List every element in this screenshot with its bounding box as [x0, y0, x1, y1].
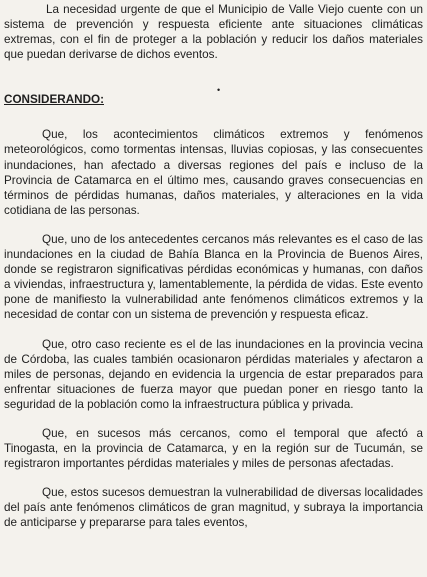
considerando-paragraph-2: Que, uno de los antecedentes cercanos más relevantes es el caso de las inundaciones en la ciudad de Bahía Blanca en la Provincia de Buenos Aires, donde se registraron significativas pérdidas económicas y humanas, con daños a viviendas, infraestructura y, lamentablemente, la pérdida de vidas. Este evento pone de manifiesto la vulnerabilidad ante fenómenos climáticos extremos y la necesidad de contar con un sistema de prevención y respuesta eficaz. — [4, 232, 423, 322]
considerando-paragraph-4: Que, en sucesos más cercanos, como el temporal que afectó a Tinogasta, en la provincia de Catamarca, y en la región sur de Tucumán, se registraron importantes pérdidas materiales y miles de personas afectadas. — [4, 426, 423, 471]
considerando-paragraph-3: Que, otro caso reciente es el de las inundaciones en la provincia vecina de Córdoba, las cuales también ocasionaron pérdidas materiales y afectaron a miles de personas, dejando en evidencia la urgencia de estar preparados para enfrentar situaciones de fuerza mayor que puedan poner en riesgo tanto la seguridad de la población como la infraestructura pública y privada. — [4, 337, 423, 411]
stray-ink-mark: • — [217, 85, 221, 95]
intro-paragraph: La necesidad urgente de que el Municipio de Valle Viejo cuente con un sistema de prevención y respuesta eficiente ante situaciones climáticas extremas, con el fin de proteger a la población y reducir los daños materiales que puedan derivarse de dichos eventos. — [4, 3, 423, 62]
considerando-paragraph-5: Que, estos sucesos demuestran la vulnerabilidad de diversas localidades del país ante fenómenos climáticos de gran magnitud, y subraya la importancia de anticiparse y prepararse para tales eventos, — [4, 486, 423, 530]
considerando-paragraph-1: Que, los acontecimientos climáticos extremos y fenómenos meteorológicos, como tormentas intensas, lluvias copiosas, y las consecuentes inundaciones, han afectado a diversas regiones del país e incluso de la Provincia de Catamarca en el último mes, causando graves consecuencias en términos de pérdidas humanas, daños materiales, y alteraciones en la vida cotidiana de las personas. — [4, 128, 423, 217]
considerando-heading: CONSIDERANDO: — [4, 93, 104, 107]
